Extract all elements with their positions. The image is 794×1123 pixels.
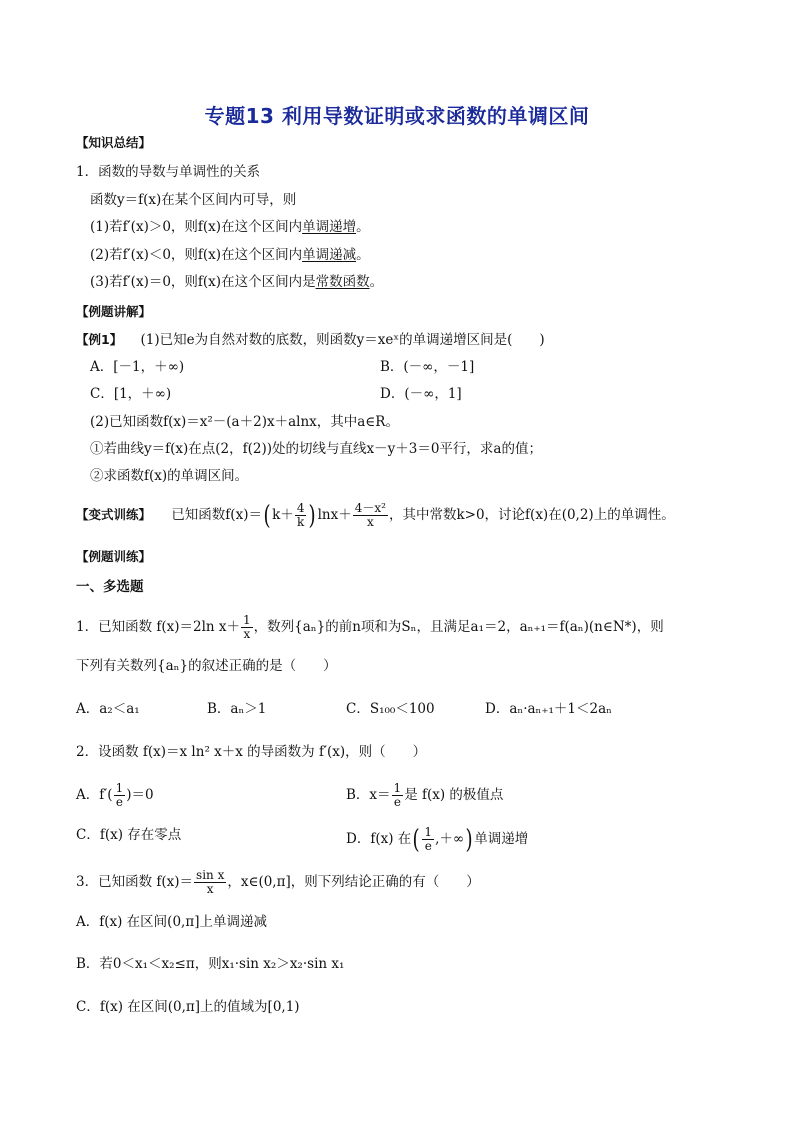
knowledge-line-5 bbox=[90, 273, 383, 291]
problem3-stem: 3．已知函数 f(x)＝ $\frac{\text{sin x}}{x}$ ，x∈(0,π]，则下列结论正确的有（ ） bbox=[76, 868, 480, 896]
problem3-option-b: B．若0＜x₁＜x₂≤π，则x₁·sin x₂＞x₂·sin x₁ bbox=[76, 956, 345, 972]
variant-mid: lnx＋ bbox=[317, 507, 352, 523]
example1-option-d: D．(－∞，1] bbox=[380, 386, 462, 402]
problem1-line2: 下列有关数列{aₙ}的叙述正确的是（ ） bbox=[76, 658, 337, 674]
page-title: 专题13 利用导数证明或求函数的单调区间 bbox=[204, 104, 590, 128]
fraction-1-over-e: $\frac{1}{e}$ bbox=[393, 781, 402, 809]
keyword-increasing: 单调递增 bbox=[302, 219, 357, 235]
example1-question2: (2)已知函数f(x)＝x²－(a＋2)x＋alnx，其中a∈R。 bbox=[90, 414, 399, 430]
period: 。 bbox=[369, 274, 384, 290]
problem1-option-d: D．aₙ·aₙ₊₁＋1＜2aₙ bbox=[485, 701, 612, 717]
problem2-option-a: A．f′( $\frac{1}{e}$ )＝0 bbox=[76, 781, 154, 809]
knowledge-line-5-text: (3)若f′(x)＝0，则f(x)在这个区间内是 bbox=[90, 274, 316, 290]
knowledge-line-4 bbox=[90, 246, 370, 264]
problem2-option-c: C．f(x) 存在零点 bbox=[76, 827, 182, 843]
example1-option-a: A．[－1，＋∞) bbox=[90, 359, 185, 375]
example1-question2b: ②求函数f(x)的单调区间。 bbox=[90, 468, 249, 484]
variant-pre: 已知函数f(x)＝ bbox=[171, 507, 262, 523]
period: 。 bbox=[356, 247, 370, 263]
example1-question1 bbox=[76, 331, 545, 349]
problem3-option-a: A．f(x) 在区间(0,π]上单调递减 bbox=[76, 914, 267, 930]
variant-post: ，其中常数k>0，讨论f(x)在(0,2)上的单调性。 bbox=[388, 507, 675, 523]
knowledge-line-1: 1．函数的导数与单调性的关系 bbox=[76, 164, 261, 180]
section-multi-choice: 一、多选题 bbox=[76, 579, 144, 595]
problem2-stem: 2．设函数 f(x)＝x ln² x＋x 的导函数为 f′(x)，则（ ） bbox=[76, 744, 427, 760]
example1-q1-text: (1)已知e为自然对数的底数，则函数y＝xeˣ的单调递增区间是( ) bbox=[140, 332, 545, 348]
keyword-constant: 常数函数 bbox=[315, 274, 370, 290]
keyword-decreasing: 单调递减 bbox=[302, 247, 357, 263]
problem1-option-a: A．a₂＜a₁ bbox=[76, 701, 140, 717]
period: 。 bbox=[356, 219, 370, 235]
fraction-1-over-x: $\frac{1}{x}$ bbox=[243, 613, 251, 641]
section-examples: 【例题讲解】 bbox=[76, 304, 152, 319]
variant-k: k＋ bbox=[272, 507, 294, 523]
problem1-option-b: B．aₙ＞1 bbox=[207, 701, 267, 717]
section-knowledge: 【知识总结】 bbox=[76, 135, 152, 150]
knowledge-line-2: 函数y＝f(x)在某个区间内可导，则 bbox=[90, 192, 297, 208]
variant-question: 【变式训练】 已知函数f(x)＝( k＋ $\frac{4}{k}$ ) lnx＋ $\frac{\text{4－x²}}{x}$ ，其中常数k>0，讨论f(x)在(0,2)上的单调性。 bbox=[76, 500, 675, 531]
problem1-line1 bbox=[76, 614, 664, 641]
fraction-1-over-e: $\frac{1}{e}$ bbox=[424, 825, 433, 853]
fraction-4-minus-x2-over-x: $\frac{\text{4－x²}}{x}$ bbox=[354, 501, 386, 529]
problem3-option-c: C．f(x) 在区间(0,π]上的值域为[0,1) bbox=[76, 999, 300, 1015]
example1-question2a: ①若曲线y＝f(x)在点(2，f(2))处的切线与直线x－y＋3＝0平行，求a的值； bbox=[90, 441, 542, 457]
knowledge-line-3-text: (1)若f′(x)＞0，则f(x)在这个区间内 bbox=[90, 219, 303, 235]
problem1-option-c: C．S₁₀₀＜100 bbox=[346, 701, 435, 717]
problem2-option-b: B．x＝ $\frac{1}{e}$ 是 f(x) 的极值点 bbox=[346, 781, 504, 809]
fraction-1-over-e: $\frac{1}{e}$ bbox=[115, 781, 124, 809]
problem2-option-d: D．f(x) 在( $\frac{1}{e}$ ,＋∞) 单调递增 bbox=[346, 824, 529, 855]
knowledge-line-4-text: (2)若f′(x)＜0，则f(x)在这个区间内 bbox=[90, 247, 303, 263]
fraction-sinx-over-x: $\frac{\text{sin x}}{x}$ bbox=[196, 868, 225, 896]
fraction-4-over-k: $\frac{4}{k}$ bbox=[296, 501, 305, 529]
section-practice: 【例题训练】 bbox=[76, 549, 152, 564]
example1-head: 【例1】 bbox=[76, 332, 123, 347]
problem1-pre: 1．已知函数 f(x)＝2ln x＋ bbox=[76, 619, 241, 635]
knowledge-line-3 bbox=[90, 218, 370, 236]
example1-option-c: C．[1，＋∞) bbox=[90, 386, 172, 402]
example1-option-b: B．(－∞，－1] bbox=[380, 359, 475, 375]
problem1-post: ，数列{aₙ}的前n项和为Sₙ，且满足a₁＝2，aₙ₊₁＝f(aₙ)(n∈N*)，则 bbox=[253, 619, 664, 635]
variant-head: 【变式训练】 bbox=[76, 507, 152, 522]
